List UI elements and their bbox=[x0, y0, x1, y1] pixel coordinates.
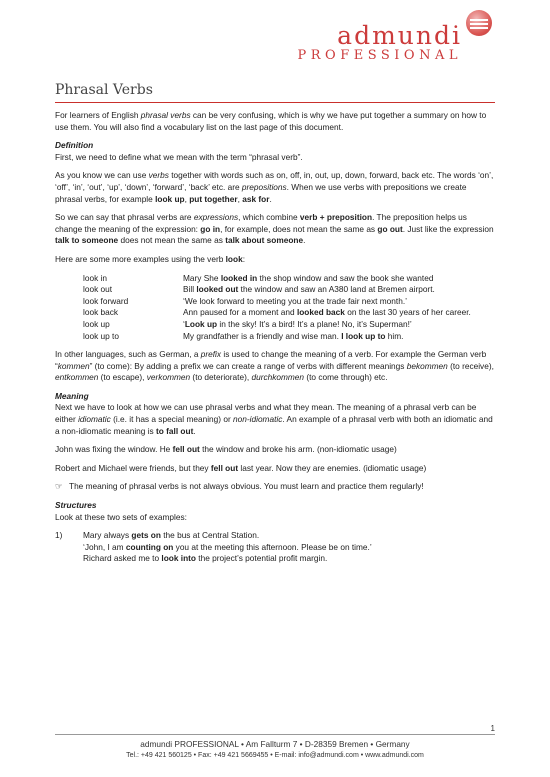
text-run: him. bbox=[385, 330, 404, 341]
intro-paragraph bbox=[55, 110, 495, 133]
definition-paragraph-4 bbox=[55, 254, 495, 266]
italic-text: verbs bbox=[148, 170, 169, 181]
structure-example-line bbox=[83, 553, 495, 565]
text-run: (to receive), bbox=[447, 360, 494, 371]
text-run: the window and broke his arm. (non-idiomatic usage) bbox=[199, 444, 397, 455]
note-text bbox=[69, 481, 424, 493]
example-verb: look up bbox=[83, 318, 110, 329]
bold-text: look into bbox=[161, 553, 196, 564]
text-run: the project’s potential profit margin. bbox=[195, 553, 328, 564]
text-run: (to escape), bbox=[98, 372, 147, 383]
bold-text: talk to someone bbox=[55, 235, 119, 246]
text-run: Mary always bbox=[83, 530, 132, 541]
bold-text: looked out bbox=[196, 284, 239, 295]
text-run: Look at these two sets of examples: bbox=[55, 511, 187, 522]
example-row bbox=[83, 307, 495, 319]
italic-text: phrasal verbs bbox=[140, 110, 191, 120]
example-sentence bbox=[183, 307, 495, 319]
text-run: (to come through) etc. bbox=[304, 372, 388, 383]
text-run: does not mean the same as bbox=[118, 235, 226, 246]
company-logo bbox=[297, 10, 492, 63]
text-run: For learners of English bbox=[55, 110, 141, 120]
page-title: Phrasal Verbs bbox=[55, 82, 153, 98]
text-run: . bbox=[193, 425, 196, 436]
italic-text: entkommen bbox=[55, 372, 99, 383]
text-run: . An example of a phrasal verb with both an idiomatic and a non-idiomatic meaning is bbox=[55, 414, 493, 436]
definition-paragraph-3 bbox=[55, 212, 495, 247]
text-run: Ann paused for a moment and bbox=[183, 307, 297, 318]
prefix-paragraph bbox=[55, 349, 495, 384]
text-run: Mary She bbox=[183, 272, 221, 283]
definition-heading: Definition bbox=[55, 140, 94, 151]
text-run: in the sky! It’s a bird! It’s a plane! No, it’s Superman!’ bbox=[217, 318, 412, 329]
text-run: As you know we can use bbox=[55, 170, 149, 181]
italic-text: durchkommen bbox=[251, 372, 305, 383]
structure-example-line bbox=[83, 530, 495, 542]
text-run: In other languages, such as German, a bbox=[55, 349, 201, 360]
bold-text: go in bbox=[200, 223, 221, 234]
text-run: you at the meeting this afternoon. Please be on time.’ bbox=[173, 541, 372, 552]
text-run: The meaning of phrasal verbs is not always obvious. You must learn and practice them regularly! bbox=[69, 481, 424, 492]
footer-address: admundi PROFESSIONAL • Am Fallturm 7 • D-28359 Bremen • Germany bbox=[140, 739, 410, 749]
italic-text: prefix bbox=[200, 349, 222, 360]
examples-list bbox=[83, 273, 495, 343]
text-run: . The preposition helps us change the meaning of the expression: bbox=[55, 212, 467, 234]
note-box bbox=[55, 481, 495, 493]
footer-contact: Tel.: +49 421 560125 • Fax: +49 421 5669455 • E-mail: info@admundi.com • www.admundi.com bbox=[126, 752, 424, 759]
list-number: 1) bbox=[55, 530, 63, 541]
italic-text: kommen bbox=[57, 360, 90, 371]
text-run: . bbox=[303, 235, 306, 246]
italic-text: bekommen bbox=[406, 360, 448, 371]
bold-text: verb + preposition bbox=[299, 212, 373, 223]
text-run: on the last 30 years of her career. bbox=[344, 307, 471, 318]
text-run: , for example, does not mean the same as bbox=[220, 223, 378, 234]
example-sentence bbox=[183, 273, 495, 285]
text-run: (to deteriorate), bbox=[190, 372, 252, 383]
example-verb: look back bbox=[83, 307, 119, 318]
text-run: the window and saw an A380 land at Bremen airport. bbox=[238, 284, 435, 295]
meaning-example-1 bbox=[55, 444, 495, 456]
text-run: . When we use verbs with prepositions we create phrasal verbs, for example bbox=[55, 181, 467, 204]
text-run: . bbox=[269, 193, 272, 204]
bold-text: talk about someone bbox=[225, 235, 304, 246]
text-run: John was fixing the window. He bbox=[55, 444, 173, 455]
bold-text: Look up bbox=[184, 318, 218, 329]
structure-example-line bbox=[83, 542, 495, 554]
text-run: together with words such as on, off, in, out, up, down, forward, back etc. The words ‘on’, ‘off’, ‘in’, ‘out’, ‘up’, ‘down’, ‘forward’, ‘back’ etc. are bbox=[55, 170, 494, 192]
bold-text: fell out bbox=[172, 444, 200, 455]
bold-text: ask for bbox=[242, 193, 270, 204]
logo-subtitle: PROFESSIONAL bbox=[297, 48, 462, 63]
structures-lines bbox=[83, 530, 495, 565]
text-run: : bbox=[242, 253, 245, 264]
example-row bbox=[83, 273, 495, 285]
bold-text: I look up to bbox=[341, 330, 386, 341]
bold-text: gets on bbox=[131, 530, 161, 541]
bold-text: fell out bbox=[210, 462, 239, 473]
bold-text: look up bbox=[155, 193, 185, 204]
example-row bbox=[83, 331, 495, 343]
bold-text: put together bbox=[189, 193, 238, 204]
text-run: . Just like the expression bbox=[402, 223, 494, 234]
text-run: the bus at Central Station. bbox=[160, 530, 260, 541]
example-sentence bbox=[183, 296, 495, 308]
text-run: (i.e. it has a special meaning) or bbox=[110, 414, 234, 425]
example-verb: look out bbox=[83, 284, 113, 295]
italic-text: non-idiomatic bbox=[233, 414, 283, 425]
structures-list bbox=[55, 530, 495, 565]
bold-text: counting on bbox=[125, 541, 174, 552]
example-row bbox=[83, 319, 495, 331]
bold-text: look bbox=[225, 253, 243, 264]
text-run: , bbox=[237, 193, 243, 204]
example-verb: look up to bbox=[83, 330, 119, 341]
footer-divider bbox=[55, 734, 495, 735]
logo-name: admundi bbox=[337, 21, 462, 50]
meaning-example-2 bbox=[55, 463, 495, 475]
example-sentence bbox=[183, 331, 495, 343]
text-run: Next we have to look at how we can use phrasal verbs and what they mean. The meaning of a phrasal verb can be either bbox=[55, 402, 477, 425]
text-run: , which combine bbox=[238, 212, 300, 223]
bold-text: go out bbox=[377, 223, 403, 234]
pointing-hand-icon: ☞ bbox=[55, 481, 63, 492]
bold-text: looked in bbox=[220, 272, 258, 283]
text-run: So we can say that phrasal verbs are bbox=[55, 212, 194, 223]
example-row bbox=[83, 296, 495, 308]
text-run: last year. Now they are enemies. (idiomatic usage) bbox=[238, 462, 427, 473]
definition-line bbox=[55, 152, 495, 164]
structures-intro bbox=[55, 512, 495, 524]
text-run: Robert and Michael were friends, but they bbox=[55, 462, 211, 473]
example-verb: look forward bbox=[83, 295, 129, 306]
meaning-paragraph bbox=[55, 402, 495, 437]
example-row bbox=[83, 284, 495, 296]
meaning-heading: Meaning bbox=[55, 390, 89, 401]
bold-text: to fall out bbox=[156, 425, 194, 436]
italic-text: prepositions bbox=[241, 181, 287, 192]
example-verb: look in bbox=[83, 272, 107, 283]
text-run: is used to change the meaning of a verb. For example the German verb “ bbox=[55, 349, 487, 371]
definition-paragraph-2 bbox=[55, 170, 495, 205]
text-run: First, we need to define what we mean with the term “phrasal verb”. bbox=[55, 151, 303, 162]
text-run: My grandfather is a friendly and wise man. bbox=[183, 330, 342, 341]
bold-text: looked back bbox=[296, 307, 345, 318]
logo-globe-icon bbox=[466, 10, 492, 36]
text-run: , bbox=[184, 193, 190, 204]
text-run: ” (to come): By adding a prefix we can create a range of verbs with different meanings bbox=[89, 360, 407, 371]
page-number: 1 bbox=[490, 724, 495, 733]
text-run: ‘ bbox=[183, 318, 185, 329]
example-sentence bbox=[183, 319, 495, 331]
text-run: ‘John, I am bbox=[83, 541, 126, 552]
structures-heading: Structures bbox=[55, 500, 97, 511]
text-run: Here are some more examples using the verb bbox=[55, 253, 226, 264]
italic-text: expressions bbox=[193, 212, 239, 223]
text-run: ‘We look forward to meeting you at the trade fair next month.’ bbox=[183, 295, 407, 306]
text-run: the shop window and saw the book she wanted bbox=[257, 272, 434, 283]
text-run: can be very confusing, which is why we have put together a summary on how to use them. You will also find a vocabulary list on the last page of this document. bbox=[55, 110, 487, 132]
italic-text: idiomatic bbox=[78, 414, 111, 425]
example-sentence bbox=[183, 284, 495, 296]
text-run: Bill bbox=[183, 284, 197, 295]
text-run: Richard asked me to bbox=[83, 553, 162, 564]
title-divider bbox=[55, 102, 495, 103]
document-body bbox=[55, 110, 495, 565]
italic-text: verkommen bbox=[146, 372, 191, 383]
